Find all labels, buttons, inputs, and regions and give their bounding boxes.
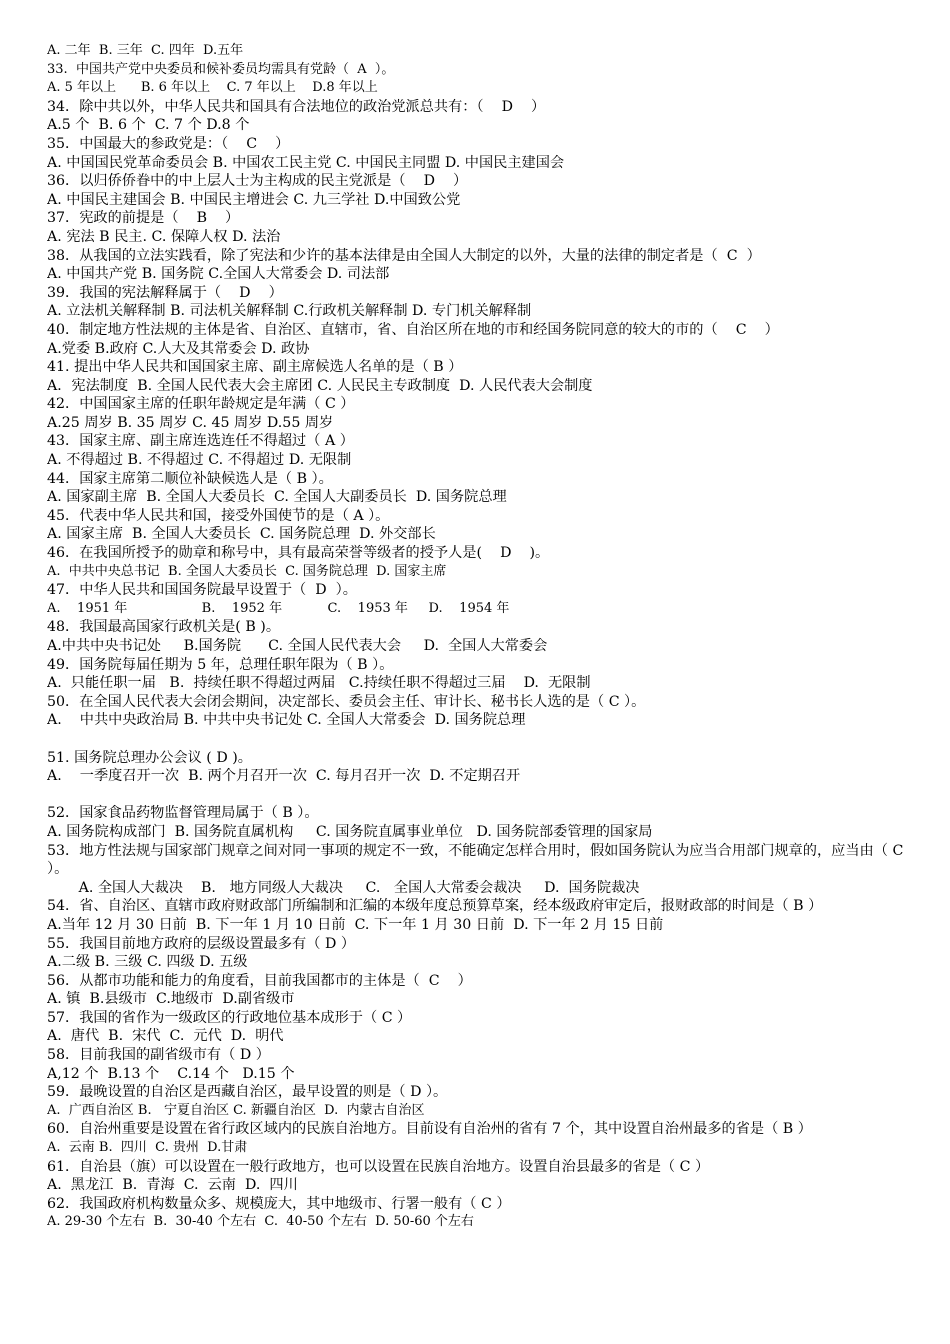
text-line: A. 一季度召开一次 B. 两个月召开一次 C. 每月召开一次 D. 不定期召开 [47, 768, 521, 785]
text-line: A.中共中央书记处 B.国务院 C. 全国人民代表大会 D. 全国人大常委会 [47, 638, 548, 654]
text-line: 48．我国最高国家行政机关是( B )。 [47, 619, 281, 636]
text-line: 49．国务院每届任期为 5 年，总理任职年限为（ B ）。 [47, 656, 394, 673]
text-line: 60．自治州重要是设置在省行政区域内的民族自治地方。目前设有自治州的省有 7 个，其中设置自治州最多的省是（ B ） [47, 1121, 812, 1138]
text-line: A.25 周岁 B. 35 周岁 C. 45 周岁 D.55 周岁 [47, 414, 334, 431]
text-line: 39．我国的宪法解释属于（ D ） [47, 284, 283, 301]
text-line: A. 唐代 B. 宋代 C. 元代 D. 明代 [47, 1028, 284, 1045]
text-line: A. 中国国民党革命委员会 B. 中国农工民主党 C. 中国民主同盟 D. 中国民主建国会 [47, 154, 565, 171]
text-line: 40．制定地方性法规的主体是省、自治区、直辖市，省、自治区所在地的市和经国务院同意的较大的市的（ C ） [47, 321, 779, 338]
text-line: 58．目前我国的副省级市有（ D ） [47, 1047, 270, 1064]
text-line: 56．从都市功能和能力的角度看，目前我国都市的主体是（ C ） [47, 972, 472, 989]
blank-line [47, 730, 917, 749]
text-line: A.当年 12 月 30 日前 B. 下一年 1 月 10 日前 C. 下一年 1 月 30 日前 D. 下一年 2 月 15 日前 [47, 916, 664, 933]
text-line: 44．国家主席第二顺位补缺候选人是（ B ）。 [47, 470, 333, 487]
text-line: A. 国家副主席 B. 全国人大委员长 C. 全国人大副委员长 D. 国务院总理 [47, 489, 507, 506]
text-line: A.二级 B. 三级 C. 四级 D. 五级 [47, 954, 248, 971]
text-line: A. 中共中央总书记 B. 全国人大委员长 C. 国务院总理 D. 国家主席 [47, 563, 447, 579]
text-line: A. 镇 B.县级市 C.地级市 D.副省级市 [47, 991, 295, 1008]
text-line: A. 5 年以上 B. 6 年以上 C. 7 年以上 D.8 年以上 [47, 80, 378, 96]
text-line: 45．代表中华人民共和国，接受外国使节的是（ A ）。 [47, 507, 390, 524]
text-line: A．宪法制度 B. 全国人民代表大会主席团 C. 人民民主专政制度 D. 人民代表大会制度 [47, 377, 593, 394]
text-line: A,12 个 B.13 个 C.14 个 D.15 个 [47, 1065, 295, 1082]
text-line: A.5 个 B. 6 个 C. 7 个 D.8 个 [47, 117, 250, 134]
text-line: 37．宪政的前提是（ B ） [47, 210, 240, 227]
text-line: 55．我国目前地方政府的层级设置最多有（ D ） [47, 935, 356, 952]
text-line: A. 云南 B. 四川 C. 贵州 D.甘肃 [47, 1140, 248, 1156]
text-line: 33. 中国共产党中央委员和候补委员均需具有党龄（ A ）。 [47, 61, 395, 77]
text-line: 41. 提出中华人民共和国国家主席、副主席候选人名单的是（ B ） [47, 359, 463, 376]
text-line: 52．国家食品药物监督管理局属于（ B ）。 [47, 805, 319, 822]
text-line: A.党委 B.政府 C.人大及其常委会 D. 政协 [47, 340, 310, 357]
text-line: 38．从我国的立法实践看，除了宪法和少许的基本法律是由全国人大制定的以外，大量的法律的制定者是（ C ） [47, 247, 761, 264]
text-line: 34．除中共以外，中华人民共和国具有合法地位的政治党派总共有：（ D ） [47, 98, 546, 115]
text-line: 43．国家主席、副主席连选连任不得超过（ A ） [47, 433, 354, 450]
text-line: A. 29-30 个左右 B. 30-40 个左右 C. 40-50 个左右 D. 50-60 个左右 [47, 1214, 474, 1230]
text-line: A. 国家主席 B. 全国人大委员长 C. 国务院总理 D. 外交部长 [47, 526, 436, 543]
text-line: 36．以归侨侨眷中的中上层人士为主构成的民主党派是（ D ） [47, 173, 468, 190]
text-line: A. 不得超过 B. 不得超过 C. 不得超过 D. 无限制 [47, 452, 352, 469]
text-line: 53．地方性法规与国家部门规章之间对同一事项的规定不一致，不能确定怎样合用时，假如国务院认为应当合用部门规章的，应当由（ C ）。 [47, 842, 908, 878]
document-body [47, 42, 917, 1232]
text-line: 50．在全国人民代表大会闭会期间，决定部长、委员会主任、审计长、秘书长人选的是（ C ）。 [47, 693, 646, 710]
text-line: A. 全国人大裁决 B. 地方同级人大裁决 C. 全国人大常委会裁决 D. 国务院裁决 [47, 879, 640, 896]
text-line: A. 立法机关解释制 B. 司法机关解释制 C.行政机关解释制 D. 专门机关解释制 [47, 303, 532, 320]
text-line: A. 中国共产党 B. 国务院 C.全国人大常委会 D. 司法部 [47, 266, 390, 283]
text-line: A. 二年 B. 三年 C. 四年 D.五年 [47, 43, 244, 58]
text-line: A. 1951 年 B. 1952 年 C. 1953 年 D. 1954 年 [47, 600, 510, 616]
text-line: A. 国务院构成部门 B. 国务院直属机构 C. 国务院直属事业单位 D. 国务院部委管理的国家局 [47, 823, 653, 840]
text-line: A. 宪法 B 民主. C. 保障人权 D. 法治 [47, 228, 281, 245]
text-line: 61．自治县（旗）可以设置在一般行政地方，也可以设置在民族自治地方。设置自治县最多的省是（ C ） [47, 1158, 710, 1175]
text-line: 47．中华人民共和国国务院最早设置于（ D ）。 [47, 582, 357, 599]
text-line: 35．中国最大的参政党是：（ C ） [47, 135, 290, 152]
text-line: A. 中共中央政治局 B. 中共中央书记处 C. 全国人大常委会 D. 国务院总理 [47, 712, 526, 729]
text-line: A. 中国民主建国会 B. 中国民主增进会 C. 九三学社 D.中国致公党 [47, 191, 461, 208]
blank-line [47, 786, 917, 805]
text-line: A. 广西自治区 B. 宁夏自治区 C. 新疆自治区 D. 内蒙古自治区 [47, 1102, 425, 1118]
text-line: 42．中国国家主席的任职年龄规定是年满（ C ） [47, 396, 355, 413]
text-line: 62．我国政府机构数量众多、规模庞大，其中地级市、行署一般有（ C ） [47, 1195, 511, 1212]
text-line: 51. 国务院总理办公会议 ( D )。 [47, 749, 252, 766]
text-line: 57．我国的省作为一级政区的行政地位基本成形于（ C ） [47, 1009, 412, 1026]
text-line: A. 黑龙江 B. 青海 C. 云南 D. 四川 [47, 1177, 298, 1194]
text-line: 54．省、自治区、直辖市政府财政部门所编制和汇编的本级年度总预算草案，经本级政府审定后，报财政部的时间是（ B ） [47, 898, 823, 915]
text-line: 46．在我国所授予的勋章和称号中，具有最高荣誉等级者的授予人是( D )。 [47, 545, 550, 562]
text-line: A. 只能任职一届 B. 持续任职不得超过两届 C.持续任职不得超过三届 D. 无限制 [47, 675, 591, 692]
text-line: 59．最晚设置的自治区是西藏自治区，最早设置的则是（ D ）。 [47, 1084, 448, 1101]
